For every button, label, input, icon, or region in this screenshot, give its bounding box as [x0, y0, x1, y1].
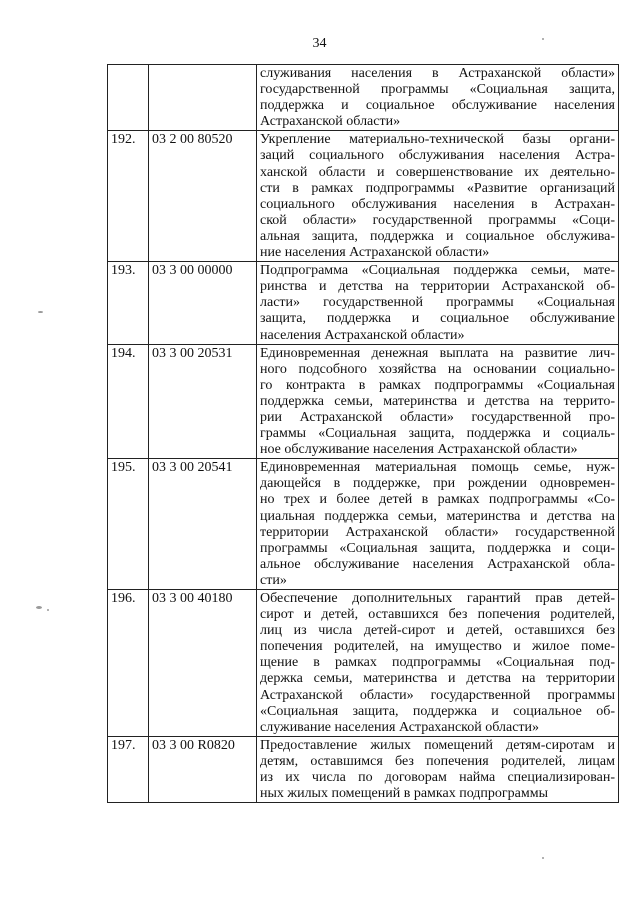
classification-code-cell: 03 2 00 80520 [149, 131, 257, 262]
description-line: территории Астраханской области» государственной [260, 524, 615, 540]
row-number-cell [108, 65, 149, 131]
description-line: программы «Социальная защита, поддержка и соци- [260, 540, 615, 556]
description-line: попечения родителей, на имущество и жилое поме- [260, 639, 615, 655]
description-line: ного подсобного хозяйства на основании социально- [260, 361, 615, 377]
description-line: социального обслуживания населения в Астрахан- [260, 196, 615, 212]
description-cell [257, 736, 619, 802]
description-line: служивания населения в Астраханской области» [260, 66, 615, 81]
row-number-cell: 193. [108, 262, 149, 344]
classification-code-cell: 03 3 00 20541 [149, 459, 257, 590]
row-number-cell: 197. [108, 736, 149, 802]
table-row [108, 262, 619, 344]
description-cell [257, 590, 619, 737]
description-line: лиц из числа детей-сирот и детей, оставшихся без [260, 623, 615, 639]
description-line: государственной программы «Социальная защита, [260, 82, 615, 98]
description-line: циальная поддержка семьи, материнства и детства на [260, 508, 615, 524]
description-line: ное обслуживание населения Астраханской области» [260, 442, 578, 458]
scan-speck [542, 857, 544, 859]
description-line: служивание населения Астраханской области» [260, 719, 540, 735]
description-line: Подпрограмма «Социальная поддержка семьи, мате- [260, 263, 615, 279]
description-line: из их числа по договорам найма специализирован- [260, 770, 615, 786]
table-row [108, 65, 619, 131]
description-line: Единовременная материальная помощь семье, нуж- [260, 460, 615, 476]
description-line: детям, оставшимся без попечения родителей, лицам [260, 753, 615, 769]
classification-code-cell [149, 65, 257, 131]
description-line: держка семьи, материнства и детства на территории [260, 671, 615, 687]
description-line: населения Астраханской области» [260, 327, 465, 343]
description-line: Астраханской области» государственной программы [260, 687, 615, 703]
description-cell [257, 344, 619, 459]
table-row [108, 590, 619, 737]
classification-code-cell: 03 3 00 40180 [149, 590, 257, 737]
table-row [108, 736, 619, 802]
description-line: защита, поддержка и социальное обслуживание [260, 311, 615, 327]
description-line: ласти» государственной программы «Социальная [260, 295, 615, 311]
description-line: го контракта в рамках подпрограммы «Социальная [260, 377, 615, 393]
row-number-cell: 196. [108, 590, 149, 737]
table-row [108, 344, 619, 459]
description-line: Предоставление жилых помещений детям-сиротам и [260, 737, 615, 753]
description-line: Обеспечение дополнительных гарантий прав детей- [260, 591, 615, 606]
description-cell [257, 65, 619, 131]
description-line: щение в рамках подпрограммы «Социальная под- [260, 655, 615, 671]
description-line: но трех и более детей в рамках подпрограммы «Со- [260, 492, 615, 508]
description-line: Укрепление материально-технической базы органи- [260, 132, 615, 148]
row-number-cell: 192. [108, 131, 149, 262]
description-cell [257, 459, 619, 590]
description-line: сти в рамках подпрограммы «Развитие организаций [260, 180, 615, 196]
classification-code-cell: 03 3 00 R0820 [149, 736, 257, 802]
scan-speck [38, 311, 43, 313]
description-line: Единовременная денежная выплата на развитие лич- [260, 345, 615, 361]
description-line: альная защита, поддержка и социальное обслужива- [260, 228, 615, 244]
description-line: альное обслуживание населения Астраханской обла- [260, 556, 615, 572]
description-cell [257, 262, 619, 344]
description-line: ской области» государственной программы «Соци- [260, 212, 615, 228]
description-line: ных жилых помещений в рамках подпрограммы [260, 786, 548, 802]
table-row [108, 459, 619, 590]
description-line: ние населения Астраханской области» [260, 245, 490, 261]
row-number-cell: 195. [108, 459, 149, 590]
description-line: сирот и детей, оставшихся без попечения родителей, [260, 607, 615, 623]
row-number-cell: 194. [108, 344, 149, 459]
scan-speck [542, 38, 544, 40]
description-line: ринства и детства на территории Астраханской об- [260, 279, 615, 295]
description-line: Астраханской области» [260, 114, 401, 130]
description-line: граммы «Социальная защита, поддержка и социаль- [260, 426, 615, 442]
description-line: поддержка и социальное обслуживание населения [260, 98, 615, 114]
table-body [108, 65, 619, 803]
description-cell [257, 131, 619, 262]
classification-code-cell: 03 3 00 00000 [149, 262, 257, 344]
description-line: сти» [260, 572, 287, 588]
description-line: заций социального обслуживания населения Астра- [260, 148, 615, 164]
description-line: ханской области и совершенствование их деятельно- [260, 164, 615, 180]
description-line: «Социальная защита, поддержка и социальное об- [260, 703, 615, 719]
scan-speck [47, 609, 49, 611]
description-line: рии Астраханской области» государственной про- [260, 409, 615, 425]
description-line: дающейся в поддержке, при рождении одновремен- [260, 476, 615, 492]
description-line: поддержка семьи, материнства и детства на террито- [260, 393, 615, 409]
classification-code-cell: 03 3 00 20531 [149, 344, 257, 459]
table-row [108, 131, 619, 262]
scan-speck [36, 606, 42, 609]
budget-classification-table [107, 64, 619, 803]
page-number: 34 [312, 36, 327, 51]
